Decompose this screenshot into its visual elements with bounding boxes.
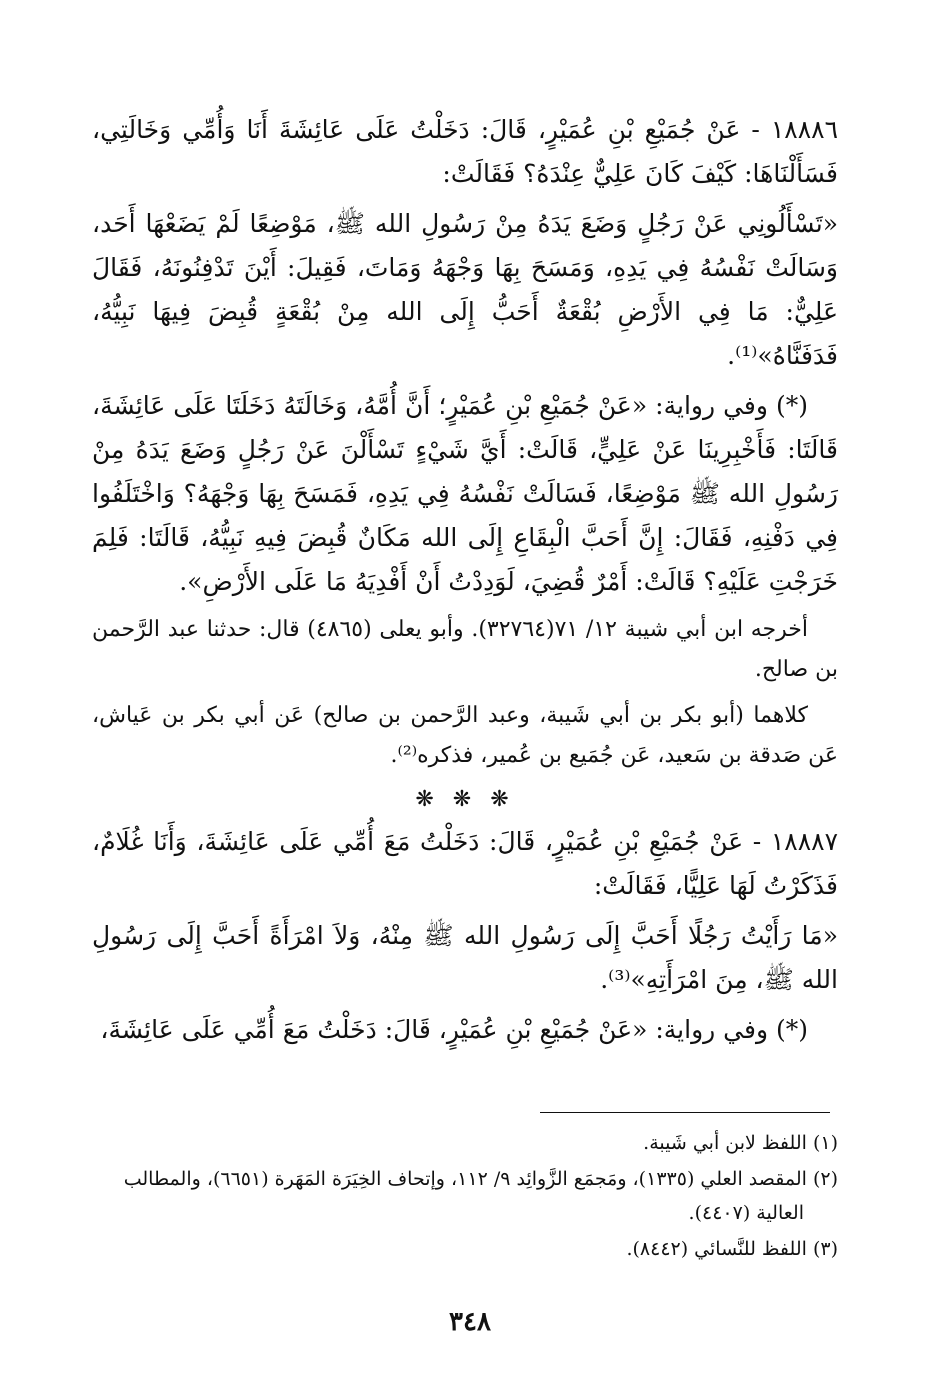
footnote-2-line-1: (٢) المقصد العلي (١٣٣٥)، ومَجمَع الزَّوائِد ٩/ ١١٢، وإتحاف الخِيَرَة المَهَرة (٦٦٥١)، والمطالب xyxy=(123,1168,838,1190)
footnotes xyxy=(92,1126,838,1268)
footnote-3: (٣) اللفظ للنَّسائي (٨٤٤٢). xyxy=(626,1238,838,1260)
hadith-18886-riwaya: (*) وفي رواية: «عَنْ جُمَيْعِ بْنِ عُمَيْرٍ؛ أَنَّ أُمَّهُ، وَخَالَتَهُ دَخَلَتَا عَلَى عَائِشَةَ، قَالَتَا: فَأَخْبِرِينَا عَنْ عَلِيٍّ، قَالَتْ: أَيَّ شَيْءٍ تَسْأَلْنَ عَنْ رَجُلٍ وَضَعَ يَدَهُ مِنْ رَسُولِ الله ﷺ مَوْضِعًا، فَسَالَتْ نَفْسُهُ فِي يَدِهِ، فَمَسَحَ بِهَا وَجْهَهُ؟ وَاخْتَلَفُوا فِي دَفْنِهِ، فَقَالَ: إِنَّ أَحَبَّ الْبِقَاعِ إِلَى الله مَكَانٌ قُبِضَ فِيهِ نَبِيُّهُ، قَالَتَا: فَلِمَ خَرَجْتِ عَلَيْهِ؟ قَالَتْ: أَمْرٌ قُضِيَ، لَوَدِدْتُ أَنْ أَفْدِيَهُ مَا عَلَى الأَرْضِ». xyxy=(92,391,838,596)
footnote-divider xyxy=(540,1112,830,1113)
hadith-18887-riwaya: (*) وفي رواية: «عَنْ جُمَيْعِ بْنِ عُمَيْرٍ، قَالَ: دَخَلْتُ مَعَ أُمِّي عَلَى عَائِشَةَ، xyxy=(100,1015,808,1044)
page-number: ٣٤٨ xyxy=(449,1307,491,1337)
footnote-2 xyxy=(92,1162,838,1230)
hadith-18886-text: «تَسْأَلُونِي عَنْ رَجُلٍ وَضَعَ يَدَهُ مِنْ رَسُولِ الله ﷺ، مَوْضِعًا لَمْ يَضَعْهَا أَحَد، وَسَالَتْ نَفْسُهُ فِي يَدِهِ، وَمَسَحَ بِهَا وَجْهَهُ وَمَاتَ، فَقِيلَ: أَيْنَ تَدْفِنُونَهُ، فَقَالَ عَلِيٌّ: مَا فِي الأَرْضِ بُقْعَةٌ أَحَبُّ إِلَى الله مِنْ بُقْعَةٍ قُبِضَ فِيهَا نَبِيُّهُ، فَدَفَنَّاهُ»⁽¹⁾. xyxy=(92,209,838,370)
isnad-paragraph: كلاهما (أبو بكر بن أبي شَيبة، وعبد الرَّحمن بن صالح) عَن أبي بكر بن عَياش، عَن صَدقة بن سَعيد، عَن جُمَيع بن عُمير، فذكره⁽²⁾. xyxy=(92,703,838,768)
section-separator: ❋ ❋ ❋ xyxy=(415,787,515,812)
takhrij-paragraph: أخرجه ابن أبي شيبة ١٢/ ٧١(٣٢٧٦٤). وأبو يعلى (٤٨٦٥) قال: حدثنا عبد الرَّحمن بن صالح. xyxy=(92,617,838,682)
hadith-18887-text: «مَا رَأَيْتُ رَجُلًا أَحَبَّ إِلَى رَسُولِ الله ﷺ مِنْهُ، وَلاَ امْرَأَةً أَحَبَّ إِلَى رَسُولِ الله ﷺ، مِنَ امْرَأَتِهِ»⁽³⁾. xyxy=(92,921,838,994)
hadith-18886-intro: ١٨٨٨٦ - عَنْ جُمَيْعِ بْنِ عُمَيْرٍ، قَالَ: دَخَلْتُ عَلَى عَائِشَةَ أَنَا وَأُمِّي وَخَالَتِي، فَسَأَلْنَاهَا: كَيْفَ كَانَ عَلِيٌّ عِنْدَهُ؟ فَقَالَتْ: xyxy=(92,115,838,188)
footnote-1: (١) اللفظ لابن أبي شَيبة. xyxy=(643,1132,838,1154)
footnote-2-line-2: العالية (٤٤٠٧). xyxy=(688,1202,804,1224)
hadith-18887-intro: ١٨٨٨٧ - عَنْ جُمَيْعِ بْنِ عُمَيْرٍ، قَالَ: دَخَلْتُ مَعَ أُمِّي عَلَى عَائِشَةَ، وَأَنَا غُلَامٌ، فَذَكَرْتُ لَهَا عَلِيًّا، فَقَالَتْ: xyxy=(92,827,838,900)
main-text xyxy=(92,108,838,1058)
